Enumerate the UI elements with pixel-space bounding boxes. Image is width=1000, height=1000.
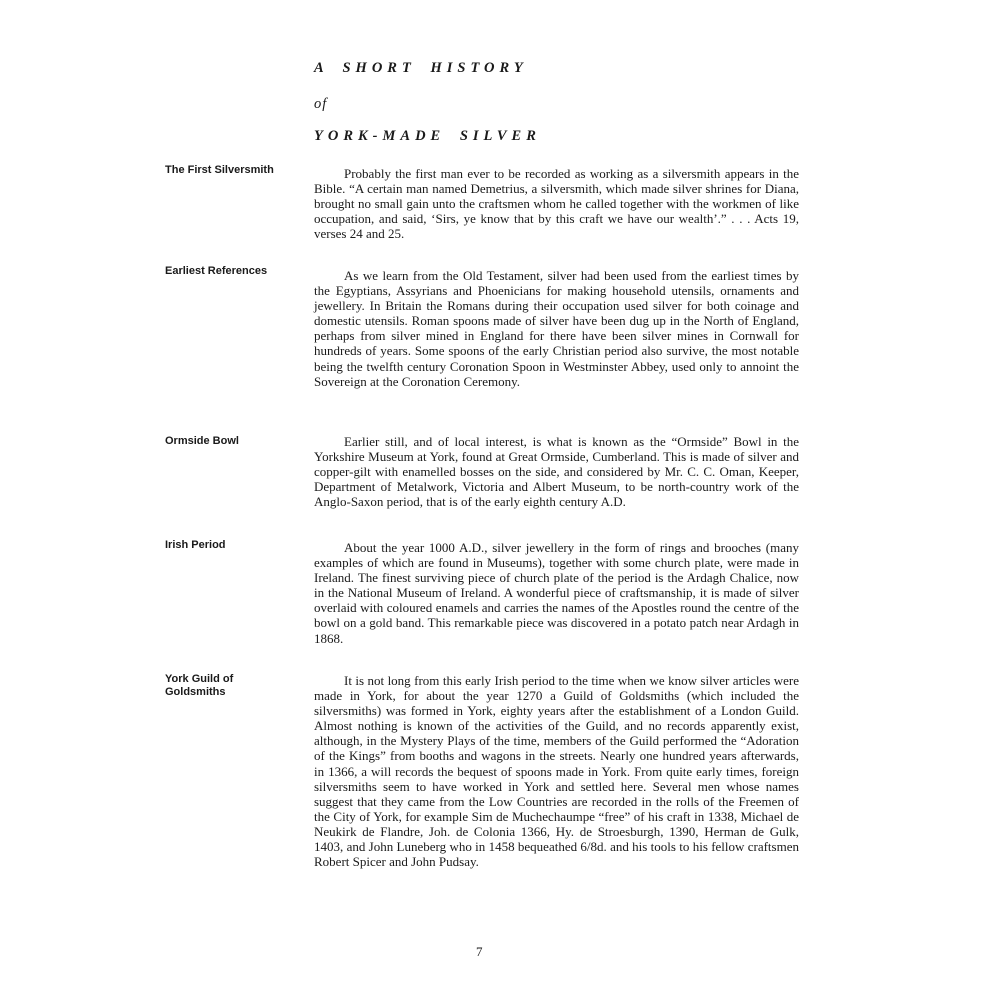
title-line-2: of [314, 96, 328, 112]
paragraph-ormside-bowl: Earlier still, and of local interest, is what is known as the “Ormside” Bowl in the Yorkshire Museum at York, found at Great Ormside, Cumberland. This is made of silver and copper-gilt with enamelled bosses on the side, and considered by Mr. C. C. Oman, Keeper, Department of Metalwork, Victoria and Albert Museum, to be north-country work of the Anglo-Saxon period, that is of the early eighth century A.D. [314, 434, 799, 510]
paragraph-earliest-references: As we learn from the Old Testament, silver had been used from the earliest times by the Egyptians, Assyrians and Phoenicians for making household utensils, ornaments and jewellery. In Britain the Romans during their occupation used silver for both coinage and domestic utensils. Roman spoons made of silver have been dug up in the North of England, perhaps from silver mined in England for there have been silver mines in Cornwall for hundreds of years. Some spoons of the early Christian period also survive, the most notable being the twelfth century Coronation Spoon in Westminster Abbey, used only to annoint the Sovereign at the Coronation Ceremony. [314, 268, 799, 389]
title-line-3: YORK-MADE SILVER [314, 128, 541, 144]
side-heading-york-guild: York Guild of Goldsmiths [165, 673, 234, 698]
paragraph-irish-period: About the year 1000 A.D., silver jewellery in the form of rings and brooches (many examples of which are found in Museums), together with some church plate, were made in Ireland. The finest surviving piece of church plate of the period is the Ardagh Chalice, now in the National Museum of Ireland. A wonderful piece of craftsmanship, it is made of silver overlaid with coloured enamels and carries the names of the Apostles round the centre of the bowl on a gold band. This remarkable piece was discovered in a potato patch near Ardagh in 1868. [314, 540, 799, 646]
side-heading-irish-period: Irish Period [165, 539, 226, 551]
paragraph-york-guild: It is not long from this early Irish period to the time when we know silver articles were made in York, for about the year 1270 a Guild of Goldsmiths (which included the silversmiths) was formed in York, eighty years after the establishment of a London Guild. Almost nothing is known of the activities of the Guild, and no records apparently exist, although, in the Mystery Plays of the time, members of the Guild performed the “Adoration of the Kings” from booths and wagons in the streets. Nearly one hundred years afterwards, in 1366, a will records the bequest of spoons made in York. From quite early times, foreign silversmiths seem to have worked in York and settled here. Several men whose names suggest that they came from the Low Countries are recorded in the rolls of the Freemen of the City of York, for example Sim de Muchechaumpe “free” of his craft in 1338, Michael de Neukirk de Flandre, Joh. de Colonia 1366, Hy. de Stroesburgh, 1390, Herman de Gulk, 1403, and John Luneberg who in 1458 bequeathed 6/8d. and his tools to his fellow craftsmen Robert Spicer and John Pudsay. [314, 673, 799, 870]
side-heading-earliest-references: Earliest References [165, 265, 268, 277]
title-line-1: A SHORT HISTORY [314, 60, 528, 76]
page-number: 7 [476, 944, 483, 959]
side-heading-first-silversmith: The First Silversmith [165, 164, 274, 176]
side-heading-ormside-bowl: Ormside Bowl [165, 435, 239, 447]
paragraph-first-silversmith: Probably the first man ever to be recorded as working as a silversmith appears in the Bible. “A certain man named Demetrius, a silversmith, which made silver shrines for Diana, brought no small gain unto the craftsmen whom he called together with the workmen of like occupation, and said, ‘Sirs, ye know that by this craft we have our wealth’.” . . . Acts 19, verses 24 and 25. [314, 166, 799, 242]
